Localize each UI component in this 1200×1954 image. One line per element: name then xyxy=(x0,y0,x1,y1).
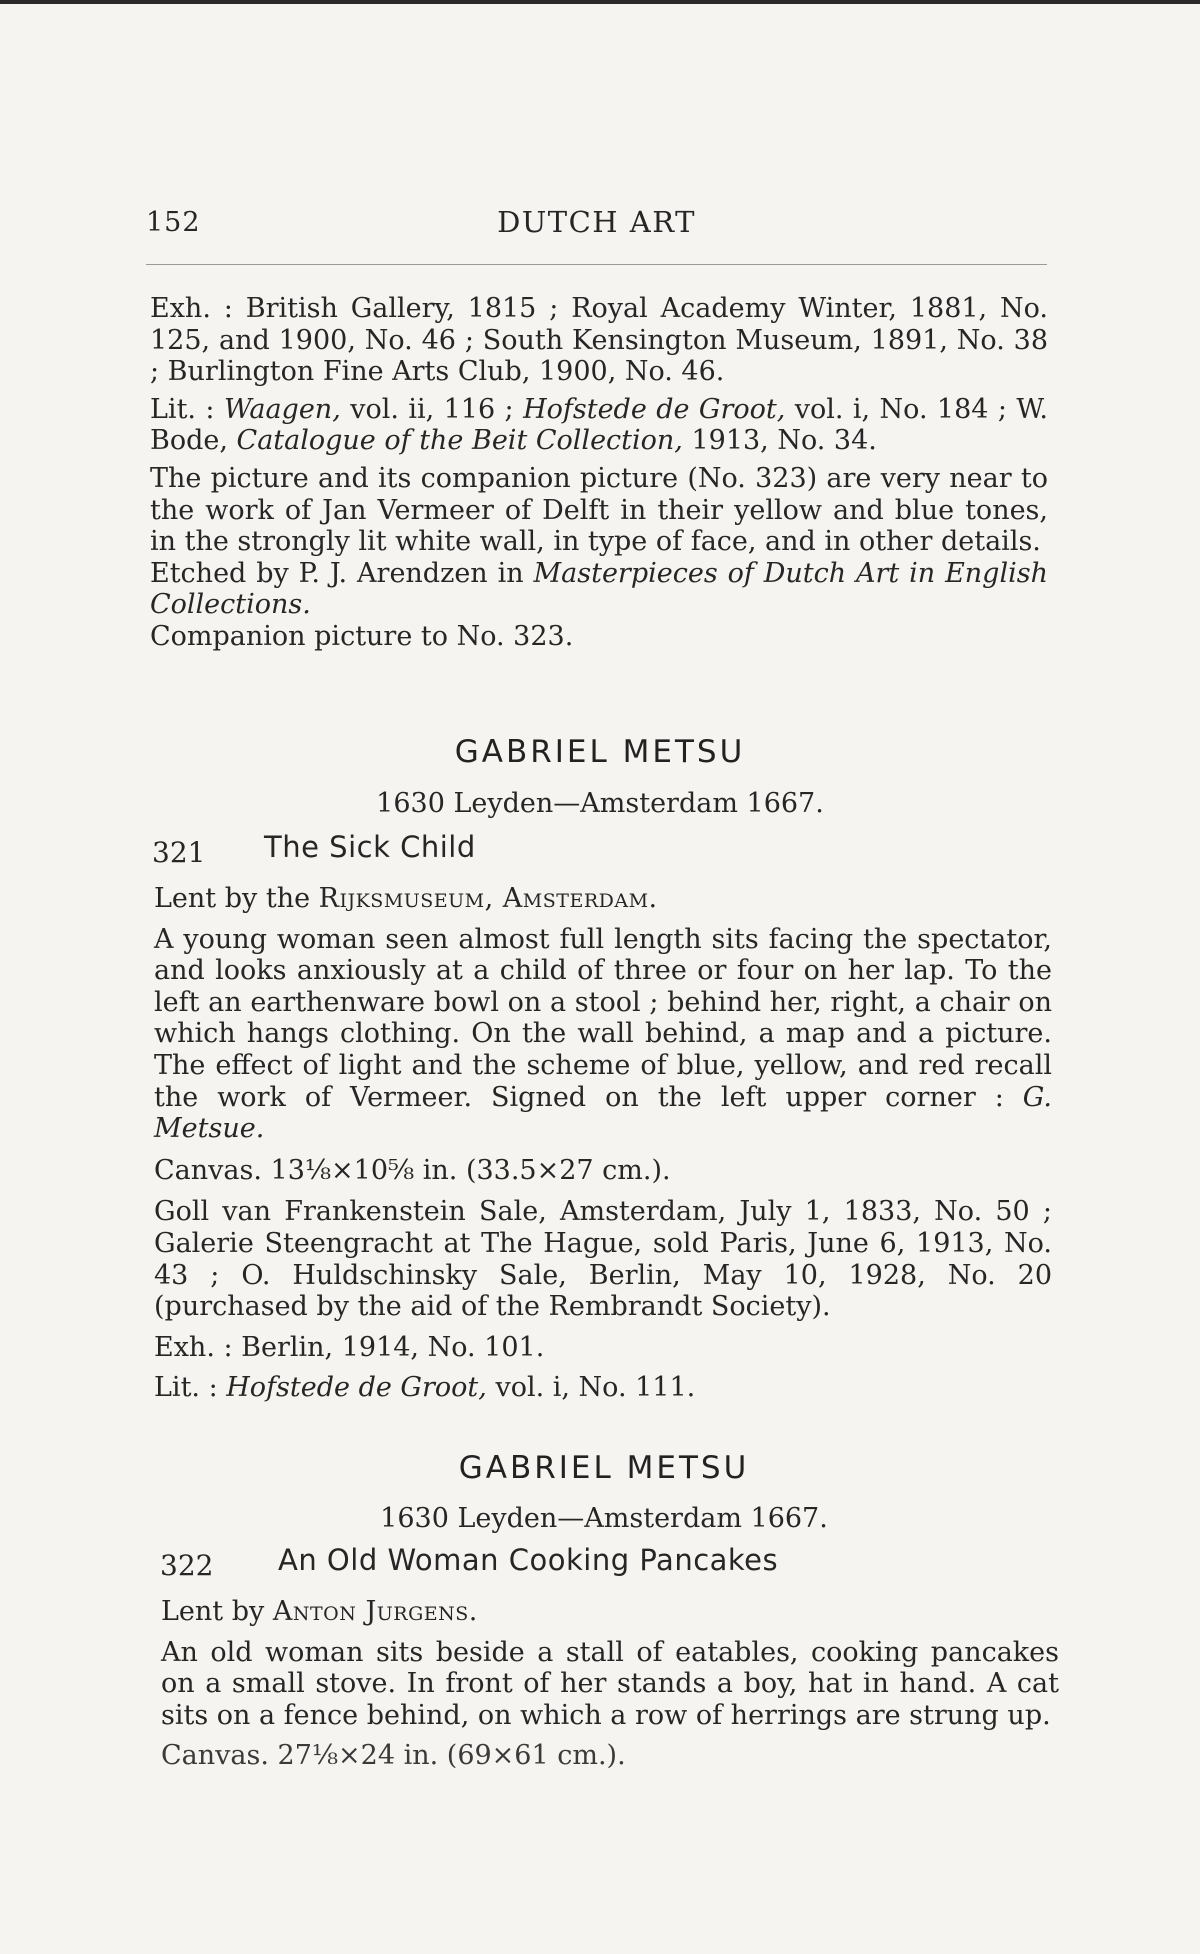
entry-heading xyxy=(152,830,1052,876)
description-2: An old woman sits beside a stall of eatables, cooking pancakes on a small stove. In front of her stands a boy, hat in hand. A cat sits on a fence behind, on which a row of herrings are strung up. xyxy=(161,1636,1059,1731)
prev-etched: Etched by P. J. Arendzen in Masterpieces of Dutch Art in English Collections. xyxy=(150,557,1048,621)
prev-exhibitions: Exh. : British Gallery, 1815 ; Royal Academy Winter, 1881, No. 125, and 1900, No. 46 ; South Kensington Museum, 1891, No. 38 ; Burlington Fine Arts Club, 1900, No. 46. xyxy=(150,293,1048,388)
prev-companion: Companion picture to No. 323. xyxy=(150,620,574,652)
artist-heading-2: GABRIEL METSU xyxy=(458,1450,750,1486)
entry-heading-2 xyxy=(160,1543,1060,1589)
header-rule xyxy=(146,264,1047,265)
provenance: Goll van Frankenstein Sale, Amsterdam, July 1, 1833, No. 50 ; Galerie Steengracht at The Hague, sold Paris, June 6, 1913, No. 43 ; O. Huldschinsky Sale, Berlin, May 10, 1928, No. 20 (purchased by the aid of the Rembrandt Society). xyxy=(154,1196,1052,1323)
canvas-size: Canvas. 13⅛×10⅝ in. (33.5×27 cm.). xyxy=(154,1154,671,1186)
page-top-edge xyxy=(0,0,1200,4)
entry-322-body xyxy=(161,1596,1059,1772)
prev-literature: Lit. : Waagen, vol. ii, 116 ; Hofstede de Groot, vol. i, No. 184 ; W. Bode, Catalogue of the Beit Collection, 1913, No. 34. xyxy=(150,393,1049,457)
prev-entry xyxy=(150,293,1048,653)
artist-dates: 1630 Leyden—Amsterdam 1667. xyxy=(376,788,824,819)
page-number: 152 xyxy=(146,207,201,238)
running-title: DUTCH ART xyxy=(497,205,696,239)
artist-heading: GABRIEL METSU xyxy=(454,734,746,770)
canvas-size-2: Canvas. 27⅛×24 in. (69×61 cm.). xyxy=(161,1740,626,1772)
lent-by: Lent by the Rijksmuseum, Amsterdam. xyxy=(154,883,658,914)
prev-note: The picture and its companion picture (No. 323) are very near to the work of Jan Vermeer of Delft in their yellow and blue tones, in the strongly lit white wall, in type of face, and in other details. xyxy=(150,462,1048,558)
running-head xyxy=(146,205,1047,245)
entry-number-2: 322 xyxy=(160,1549,214,1582)
entry-title-2: An Old Woman Cooking Pancakes xyxy=(278,1543,779,1577)
entry-title: The Sick Child xyxy=(264,830,476,864)
entry-number: 321 xyxy=(152,836,206,869)
exhibitions: Exh. : Berlin, 1914, No. 101. xyxy=(154,1331,545,1363)
literature: Lit. : Hofstede de Groot, vol. i, No. 111. xyxy=(154,1372,696,1404)
artist-dates-2: 1630 Leyden—Amsterdam 1667. xyxy=(380,1503,828,1534)
description: A young woman seen almost full length sits facing the spectator, and looks anxiously at a child of three or four on her lap. To the left an earthenware bowl on a stool ; behind her, right, a chair on which hangs clothing. On the wall behind, a map and a picture. The effect of light and the scheme of blue, yellow, and red recall the work of Vermeer. Signed on the left upper corner : G. Metsue. xyxy=(154,923,1052,1145)
lent-by-2: Lent by Anton Jurgens. xyxy=(161,1596,478,1627)
entry-321-body xyxy=(154,883,1052,1404)
